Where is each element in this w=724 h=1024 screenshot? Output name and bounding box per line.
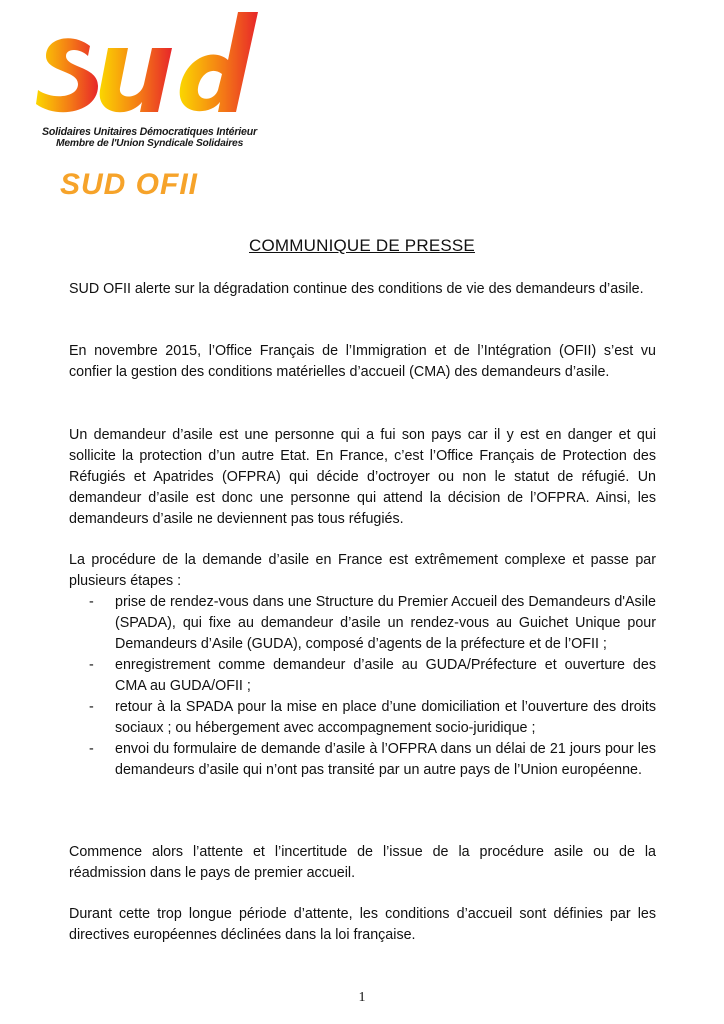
logo-tagline-2: Membre de l'Union Syndicale Solidaires [56,138,244,149]
document-title: COMMUNIQUE DE PRESSE [249,236,475,255]
paragraph-procedure: La procédure de la demande d’asile en France est extrêmement complexe et passe par plusieurs étapes : [69,552,656,589]
page-number: 1 [358,990,366,1005]
paragraph-waiting: Commence alors l’attente et l’incertitude de l’issue de la procédure asile ou de la réadmission dans le pays de premier accueil. [69,844,656,881]
brand-name: SUD OFII [60,168,199,201]
procedure-step: - prise de rendez-vous dans une Structure du Premier Accueil des Demandeurs d'Asile (SPADA), qui fixe au demandeur d’asile un rendez-vous au Guichet Unique pour Demandeurs d’Asile (GUDA), composé d’agents de la préfecture et de l’OFII ; [89,592,656,655]
paragraph-ofii-mission: En novembre 2015, l’Office Français de l’Immigration et de l’Intégration (OFII) s’est vu confier la gestion des conditions matérielles d’accueil (CMA) des demandeurs d’asile. [69,343,656,380]
procedure-step: - retour à la SPADA pour la mise en place d’une domiciliation et l’ouverture des droits sociaux ; ou hébergement avec accompagnement socio-juridique ; [89,697,656,739]
paragraph-definition: Un demandeur d’asile est une personne qui a fui son pays car il y est en danger et qui sollicite la protection d’un autre Etat. En France, c’est l’Office Français de Protection des Réfugiés et Apatrides (OFPRA) qui décide d’octroyer ou non le statut de réfugié. Un demandeur d’asile est donc une personne qui attend la décision de l’OFPRA. Ainsi, les demandeurs d’asile ne deviennent pas tous réfugiés. [69,427,656,527]
procedure-step: - envoi du formulaire de demande d’asile à l’OFPRA dans un délai de 21 jours pour les demandeurs d’asile qui n’ont pas transité par un autre pays de l’Union européenne. [89,739,656,781]
paragraph-conditions: Durant cette trop longue période d’attente, les conditions d’accueil sont définies par les directives européennes déclinées dans la loi française. [69,906,656,943]
procedure-steps-list [89,592,656,781]
procedure-step: - enregistrement comme demandeur d’asile au GUDA/Préfecture et ouverture des CMA au GUDA/OFII ; [89,655,656,697]
sud-logo-graphic [32,8,262,128]
paragraph-intro: SUD OFII alerte sur la dégradation continue des conditions de vie des demandeurs d’asile. [69,281,644,297]
sud-logo [32,8,262,150]
logo-tagline-1: Solidaires Unitaires Démocratiques Intérieur [42,126,257,138]
